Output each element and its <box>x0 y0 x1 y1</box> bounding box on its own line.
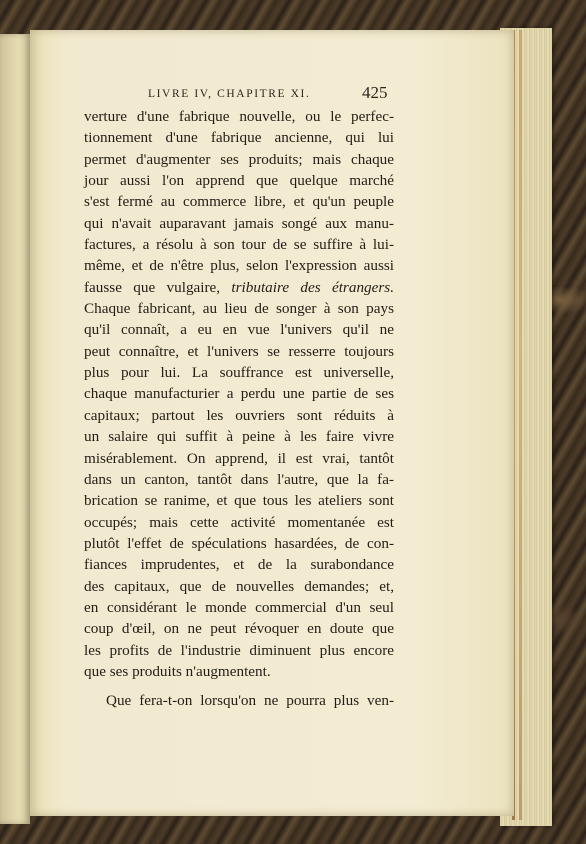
text-line: plutôt l'effet de spéculations hasardées, de con- <box>84 534 394 552</box>
text-line: capitaux; partout les ouvriers sont réduits à <box>84 406 394 424</box>
text-line: Chaque fabricant, au lieu de songer à son pays <box>84 300 394 318</box>
running-head: LIVRE IV, CHAPITRE XI. <box>148 88 311 100</box>
text-line: misérablement. On apprend, il est vrai, tantôt <box>84 449 394 467</box>
text-line: des capitaux, que de nouvelles demandes; et, <box>84 577 394 595</box>
text-line: factures, a résolu à son tour de se suffire à lui- <box>84 236 394 254</box>
page-number: 425 <box>362 83 388 102</box>
text-line: un salaire qui suffit à peine à les faire vivre <box>84 428 394 446</box>
gilt-edge-line <box>519 30 522 820</box>
text-line: que ses produits n'augmentent. <box>84 662 271 680</box>
text-line: coup d'œil, on ne peut révoquer en doute que <box>84 620 394 638</box>
left-page-edge <box>0 34 30 824</box>
text-line: brication se ranime, et que tous les ateliers sont <box>84 492 394 510</box>
paragraph-start-line: Que fera-t-on lorsqu'on ne pourra plus ven- <box>106 692 394 710</box>
text-line: dans un canton, tantôt dans l'autre, que la fa- <box>84 470 394 488</box>
text-line: fiances imprudentes, et de la surabondance <box>84 556 394 574</box>
text-line: tionnement d'une fabrique ancienne, qui lui <box>84 129 394 147</box>
text-line-plain: fausse que vulgaire, <box>84 278 221 296</box>
italic-phrase: tributaire des étrangers. <box>231 278 394 296</box>
text-line: plus pour lui. La souffrance est universelle, <box>84 364 394 382</box>
text-line: en considérant le monde commercial d'un seul <box>84 598 394 616</box>
text-line: s'est fermé au commerce libre, et qu'un peuple <box>84 193 394 211</box>
text-line: qu'il connaît, a eu en vue l'univers qu'il ne <box>84 321 394 339</box>
text-line: chaque manufacturier a perdu une partie de ses <box>84 385 394 403</box>
text-line: qui n'avait auparavant jamais songé aux manu- <box>84 214 394 232</box>
text-line: les profits de l'industrie diminuent plus encore <box>84 641 394 659</box>
text-line: permet d'augmenter ses produits; mais chaque <box>84 150 394 168</box>
text-line: jour aussi l'on apprend que quelque marché <box>84 172 394 190</box>
body-text <box>84 106 394 712</box>
text-line: verture d'une fabrique nouvelle, ou le perfec- <box>84 108 394 125</box>
text-line: peut connaître, et l'univers se resserre toujours <box>84 342 394 360</box>
text-line: même, et de n'être plus, selon l'expression aussi <box>84 257 394 275</box>
text-line: occupés; mais cette activité momentanée est <box>84 513 394 531</box>
text-line <box>84 277 394 298</box>
